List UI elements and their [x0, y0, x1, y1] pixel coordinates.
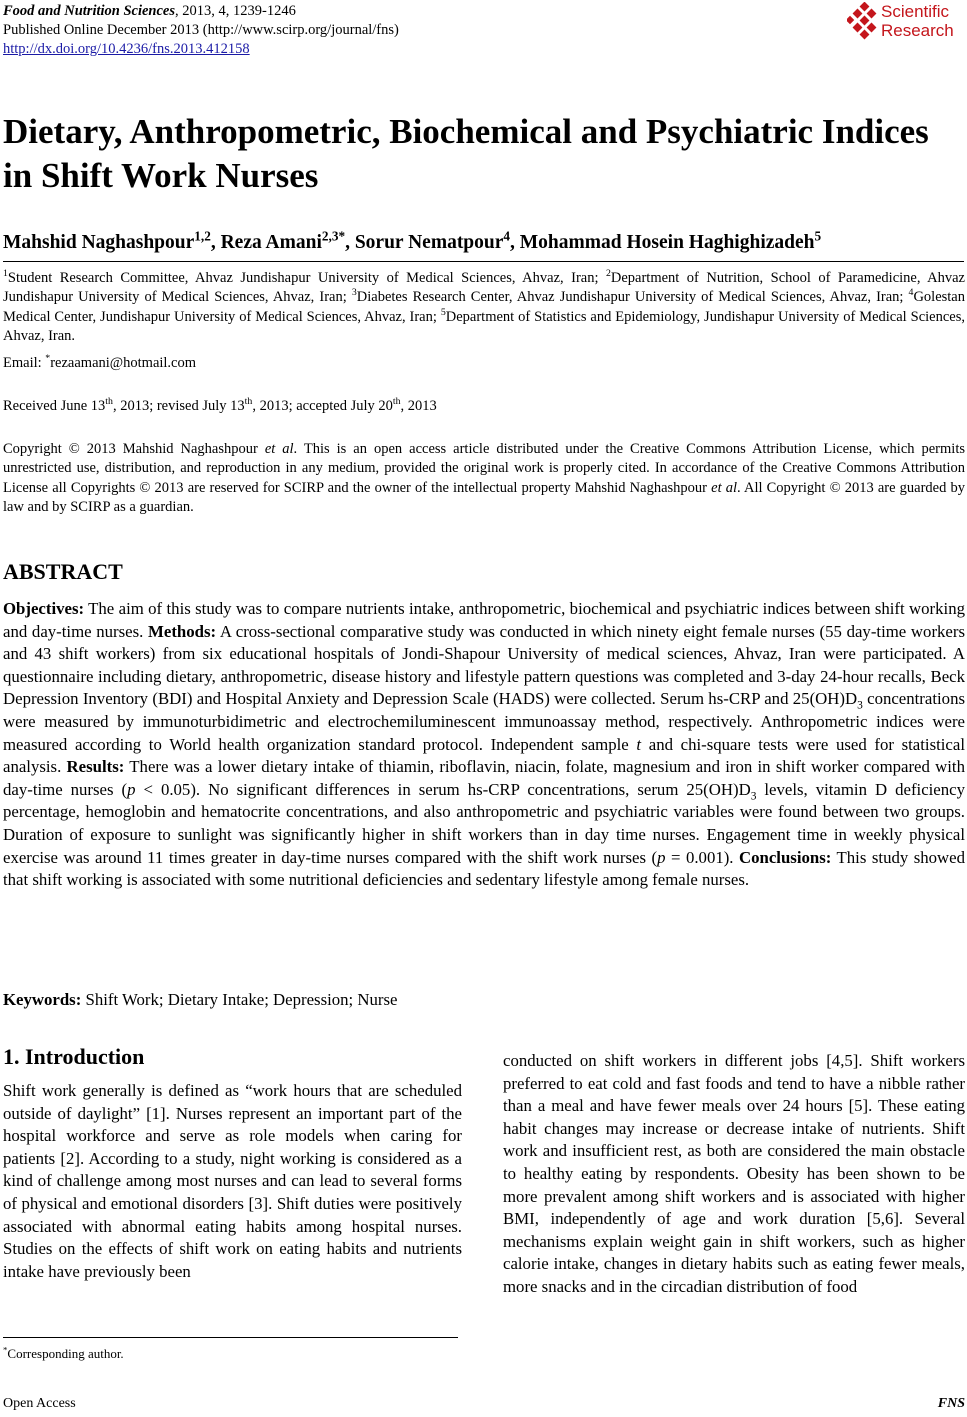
- results-text: = 0.001).: [665, 847, 740, 867]
- author-sup: 5: [814, 228, 822, 244]
- received-sup: th: [244, 396, 253, 408]
- section-heading-introduction: 1. Introduction: [3, 1044, 145, 1069]
- logo-line-2: Research: [881, 21, 954, 40]
- logo-text: [881, 2, 954, 40]
- methods-t-var: t: [636, 734, 642, 754]
- results-text: levels, vitamin D deficiency percentage, hemoglobin and hematocrite concentrations, and also anthropometric and psychiatric variables were found between two groups. Duration of exposure to sunlight was significantly higher in shift workers than in day time nurses. Engagement time in weekly physical exercise was around 11 times greater in day-time nurses compared with the shift work nurses (: [3, 779, 965, 867]
- affiliations: [3, 269, 965, 346]
- author-divider: [3, 261, 964, 262]
- objectives-text: The aim of this study was to compare nutrients intake, anthropometric, biochemical and psychiatric indices between shift working and day-time nurses.: [3, 599, 965, 641]
- abstract-heading: ABSTRACT: [3, 559, 123, 584]
- footnote-sup: *: [3, 1344, 8, 1355]
- journal-header: [3, 2, 399, 59]
- received-text: , 2013; accepted July 20: [252, 398, 393, 414]
- logo-mark-icon: [847, 2, 881, 42]
- published-line: Published Online December 2013 (http://www.scirp.org/journal/fns): [3, 22, 399, 38]
- copyright-etal: et al: [711, 479, 738, 496]
- methods-label: Methods:: [148, 621, 217, 641]
- received-text: , 2013: [400, 398, 437, 414]
- copyright-text: . All Copyright © 2013 are guarded by law and by SCIRP as a guardian.: [3, 479, 965, 515]
- affil-sup: 2: [605, 268, 611, 280]
- affil-text: Diabetes Research Center, Ahvaz Jundishapur University of Medical Sciences, Ahvaz, Iran;: [356, 289, 909, 306]
- keywords: [3, 990, 398, 1010]
- author-name: Reza Amani: [220, 232, 322, 253]
- results-sub: 3: [750, 790, 757, 803]
- methods-text: A cross-sectional comparative study was conducted in which ninety eight female nurses (55 day-time workers and 43 shift workers) from six educational hospitals of Jondi-Shapour University of medical sciences, Ahvaz, Iran were participated. A questionnaire including dietary, anthropometric, disease history and lifestyle pattern questions was completed and 3-day 24-hour recalls, Beck Depression Inventory (BDI) and Hospital Anxiety and Depression Scale (HADS) were collected. Serum hs-CRP and 25(OH)D: [3, 621, 965, 709]
- author-sep: ,: [510, 232, 520, 253]
- affil-text: Department of Nutrition, School of Paramedicine, Ahvaz Jundishapur University of Medical Sciences, Ahvaz, Iran;: [3, 270, 965, 306]
- received-sup: th: [392, 396, 401, 408]
- copyright-text: . This is an open access article distributed under the Creative Commons Attribution License, which permits unrestricted use, distribution, and reproduction in any medium, provided the original work is properly cited. In accordance of the Creative Commons Attribution License all Copyrights © 2013 are reserved for SCIRP and the owner of the intellectual property Mahshid Naghashpour: [3, 441, 965, 496]
- affil-sup: 4: [908, 287, 914, 299]
- author-sep: ,: [345, 232, 355, 253]
- intro-column-left: Shift work generally is defined as “work hours that are scheduled outside of daylight” [1]. Nurses represent an important part of the hospital workforce and serve as role models when caring for patients [2]. According to a study, night working is considered as a kind of challenge among most nurses and can lead to several forms of physical and emotional disorders [3]. Shift duties were positively associated with abnormal eating habits among hospital nurses. Studies on the effects of shift work on eating habits and nutrients intake have previously been: [3, 1081, 462, 1281]
- logo-line-1: Scientific: [881, 2, 950, 21]
- journal-name: Food and Nutrition Sciences: [3, 3, 176, 19]
- email-address[interactable]: rezaamani@hotmail.com: [50, 355, 197, 371]
- email-line: [3, 355, 196, 372]
- affil-sup: 1: [3, 268, 8, 280]
- copyright-notice: [3, 440, 965, 517]
- author-sup: 4: [503, 228, 511, 244]
- author-name: Mohammad Hosein Haghighizadeh: [519, 232, 815, 253]
- copyright-text: Copyright © 2013 Mahshid Naghashpour: [3, 441, 265, 457]
- footnote-divider: [3, 1337, 458, 1338]
- article-title: Dietary, Anthropometric, Biochemical and Psychiatric Indices in Shift Work Nurses: [3, 112, 929, 195]
- footer-journal-abbrev: FNS: [937, 1396, 965, 1411]
- objectives-label: Objectives:: [3, 599, 85, 618]
- methods-text: concentrations were measured by immunoturbidimetric and electrochemiluminescent immunoassay method, respectively. Anthropometric indices were measured according to World health organization standard protocol. Independent sample: [3, 689, 965, 754]
- results-text: < 0.05). No significant differences in serum hs-CRP concentrations, serum 25(OH)D: [135, 779, 751, 799]
- affil-text: Golestan Medical Center, Jundishapur University of Medical Sciences, Ahvaz, Iran;: [3, 289, 965, 325]
- footnote: [3, 1346, 124, 1362]
- email-sup: *: [45, 353, 51, 365]
- results-label: Results:: [66, 757, 125, 777]
- affil-text: Department of Statistics and Epidemiology, Jundishapur University of Medical Sciences, Ahvaz, Iran.: [3, 308, 965, 344]
- author-name: Mahshid Naghashpour: [3, 232, 195, 253]
- keywords-label: Keywords:: [3, 990, 82, 1009]
- conclusions-label: Conclusions:: [739, 847, 832, 867]
- received-sup: th: [105, 396, 113, 408]
- abstract-body: [3, 598, 965, 892]
- doi-link[interactable]: http://dx.doi.org/10.4236/fns.2013.412158: [3, 41, 250, 57]
- author-sep: ,: [210, 232, 221, 253]
- footnote-text: Corresponding author.: [7, 1346, 124, 1361]
- results-p-var: p: [657, 847, 666, 867]
- author-sup: 2,3*: [321, 228, 346, 244]
- received-text: Received June 13: [3, 398, 106, 414]
- methods-sub: 3: [857, 699, 863, 712]
- footer-open-access: Open Access: [3, 1396, 76, 1411]
- keywords-text: Shift Work; Dietary Intake; Depression; Nurse: [81, 990, 398, 1009]
- affil-sup: 5: [440, 306, 446, 318]
- author-name: Sorur Nematpour: [354, 232, 504, 253]
- copyright-etal: et al: [264, 441, 294, 457]
- received-text: , 2013; revised July 13: [112, 398, 245, 414]
- journal-citation: , 2013, 4, 1239-1246: [175, 3, 296, 19]
- scientific-research-logo: [847, 2, 965, 44]
- results-p-var: p: [127, 779, 136, 799]
- author-list: [3, 228, 822, 254]
- affil-sup: 3: [351, 287, 357, 299]
- affil-text: Student Research Committee, Ahvaz Jundishapur University of Medical Sciences, Ahvaz, Iran;: [7, 270, 606, 286]
- intro-column-right: conducted on shift workers in different jobs [4,5]. Shift workers preferred to eat cold and fast foods and tend to have a nibble rather than a meal and have fewer meals over 24 hours [5]. These eating habit changes may increase or decrease intake of nutrients. Shift work and insufficient rest, as both are considered the main obstacle to healthy eating by respondents. Obesity has been shown to be more prevalent among shift workers and is associated with higher BMI, independently of age and work duration [5,6]. Several mechanisms explain weight gain in shift workers, such as higher calorie intake, changes in dietary habits such as eating fewer meals, more snacks and in the circadian distribution of food: [503, 1051, 965, 1296]
- email-label: Email:: [3, 355, 46, 371]
- received-dates: [3, 398, 437, 415]
- conclusions-text: This study showed that shift working is associated with some nutritional deficiencies and sedentary lifestyle among female nurses.: [3, 847, 966, 890]
- results-text: There was a lower dietary intake of thiamin, riboflavin, niacin, folate, magnesium and iron in shift worker compared with day-time nurses (: [3, 757, 965, 799]
- author-sup: 1,2: [194, 228, 211, 244]
- methods-text: and chi-square tests were used for statistical analysis.: [3, 734, 965, 777]
